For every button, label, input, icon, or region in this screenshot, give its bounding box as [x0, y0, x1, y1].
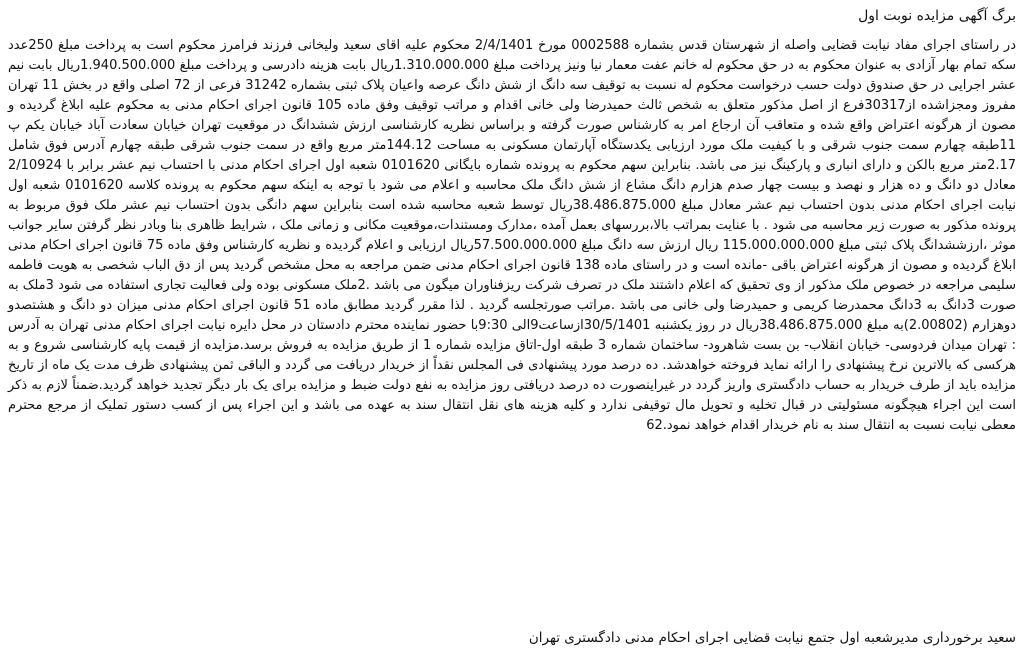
- notice-body: در راستای اجرای مفاد نیابت قضایی واصله از شهرستان قدس بشماره 0002588 مورخ 2/4/1401 محکوم علیه اقای سعید ولیخانی فرزند فرامرز محکوم است به پرداخت مبلغ 250عدد سکه تمام بهار آزادی به عنوان محکوم به در حق محکوم له خانم عفت معمار نیا ونیز پرداخت مبلغ 1.310.000.000ریال بابت هزینه دادرسی و پرداخت مبلغ 1.940.500.000ریال بابت نیم عشر اجرایی در حق صندوق دولت حسب درخواست محکوم له نسبت به توقیف سه دانگ از شش دانگ عرصه واعیان پلاک ثبتی بشماره 31242 فرعی از 72 اصلی واقع در بخش 11 تهران مفروز ومجزاشده از30317فرع از اصل مذکور متعلق به شخص ثالث حمیدرضا ولی خانی اقدام و مراتب توقیف وفق ماده 105 قانون اجرای احکام مدنی به محکوم علیه ابلاغ گردیده و مصون از هرگونه اعتراض واقع شده و متعاقب آن ارجاع امر به کارشناس صورت گرفته و براساس نظریه کارشناسی ارزش ششدانگ در موقعیت تهران خیابان سعادت آباد خیابان یکم پ 11طبقه چهارم سمت جنوب شرقی و با کیفیت ملک مورد ارزیابی یکدستگاه آپارتمان مسکونی به مساحت 144.12متر مربع واقع در سمت جنوب شرقی طبقه چهارم آدرس فوق شامل 2.17متر مربع بالکن و دارای انباری و پارکینگ نیز می باشد. بنابراین سهم محکوم به پرونده شماره بایگانی 0101620 شعبه اول اجرای احکام مدنی با احتساب نیم عشر برابر با 2/10924 معادل دو دانگ و ده هزار و نهصد و بیست چهار صدم هزارم دانگ مشاع از شش دانگ ملک محاسبه و اعلام می شود با توجه به اینکه سهم محکوم به پرونده کلاسه 0101620 شعبه اول نیابت اجرای احکام مدنی بدون احتساب نیم عشر معادل مبلغ 38.486.875.000ریال توسط شعبه محاسبه شده است بنابراین سهم دانگی بدون احتساب نیم عشر ملک فوق مربوط به پرونده مذکور به صورت زیر محاسبه می شود . با عنایت بمراتب بالا،بررسهای بعمل آمده ،مدارک ومستندات،موقعیت مکانی و زمانی ملک ، شرایط ظاهری بنا وبادر نظر گرفتن سایر جوانب موثر ،ارزششدانگ پلاک ثبتی مبلغ 115.000.000.000 ریال ارزش سه دانگ مبلغ 57.500.000.000ریال ارزیابی و اعلام گردیده و نظریه کارشناس وفق ماده 75 قانون اجرای احکام مدنی ابلاغ گردیده و مصون از هرگونه اعتراض باقی -مانده است و در راستای ماده 138 قانون اجرای احکام مدنی ضمن مراجعه به محل مشخص گردید پس از دق الباب شخصی به هویت فاطمه سلیمی مراجعه در خصوص ملک مذکور از وی تحقیق که اعلام داشتند ملک در تصرف شرکت ریزفناوران میگون می باشد .2ملک مسکونی بوده ولی فعالیت تجاری استفاده می شود 3ملک به صورت 3دانگ به 3دانگ محمدرضا کریمی و حمیدرضا ولی خانی می باشد .مراتب صورتجلسه گردید . لذا مقرر گردید مطابق ماده 51 قانون اجرای احکام مدنی میزان دو دانگ و هشتصدو دوهزارم (2.00802)به مبلغ 38.486.875.000ریال در روز یکشنبه 30/5/1401ازساعت9الی 9:30با حضور نماینده محترم دادستان در محل دایره نیابت اجرای احکام مدنی تهران به آدرس : تهران میدان فردوسی- خیابان انقلاب- بن بست شاهرود- ساختمان شماره 3 طبقه اول-اتاق مزایده شماره 1 از طریق مزایده به فروش برسد.مزایده از قیمت پایه کارشناسی شروع و به هرکسی که بالاترین نرخ پیشنهادی را ارائه نماید فروخته خواهدشد. ده درصد مورد پیشنهادی فی المجلس نقداً از خریدار دریافت می گردد و الباقی ثمن پیشنهادی ظرف مدت یک ماه از تاریخ مزایده باید از طرف خریدار به حساب دادگستری واریز گردد در غیراینصورت ده درصد دریافتی روز مزایده به نفع دولت ضبط و مزایده برای یک بار دیگر تجدید خواهد گردید.ضمناً لازم به ذکر است این اجراء هیچگونه مسئولیتی در قبال تخلیه و تحویل مال توقیفی ندارد و کلیه هزینه های نقل انتقال سند به عهده می باشد و این اجراء پس از کسب دستور تملیک از مرجع محترم معطی نیابت نسبت به انتقال سند به نام خریدار اقدام خواهد نمود.62: [8, 38, 1017, 433]
- notice-signature: سعید برخورداری مدیرشعبه اول جتمع نیابت قضایی اجرای احکام مدنی دادگستری تهران: [528, 630, 1016, 646]
- notice-title: برگ آگهی مزایده نوبت اول: [858, 8, 1016, 24]
